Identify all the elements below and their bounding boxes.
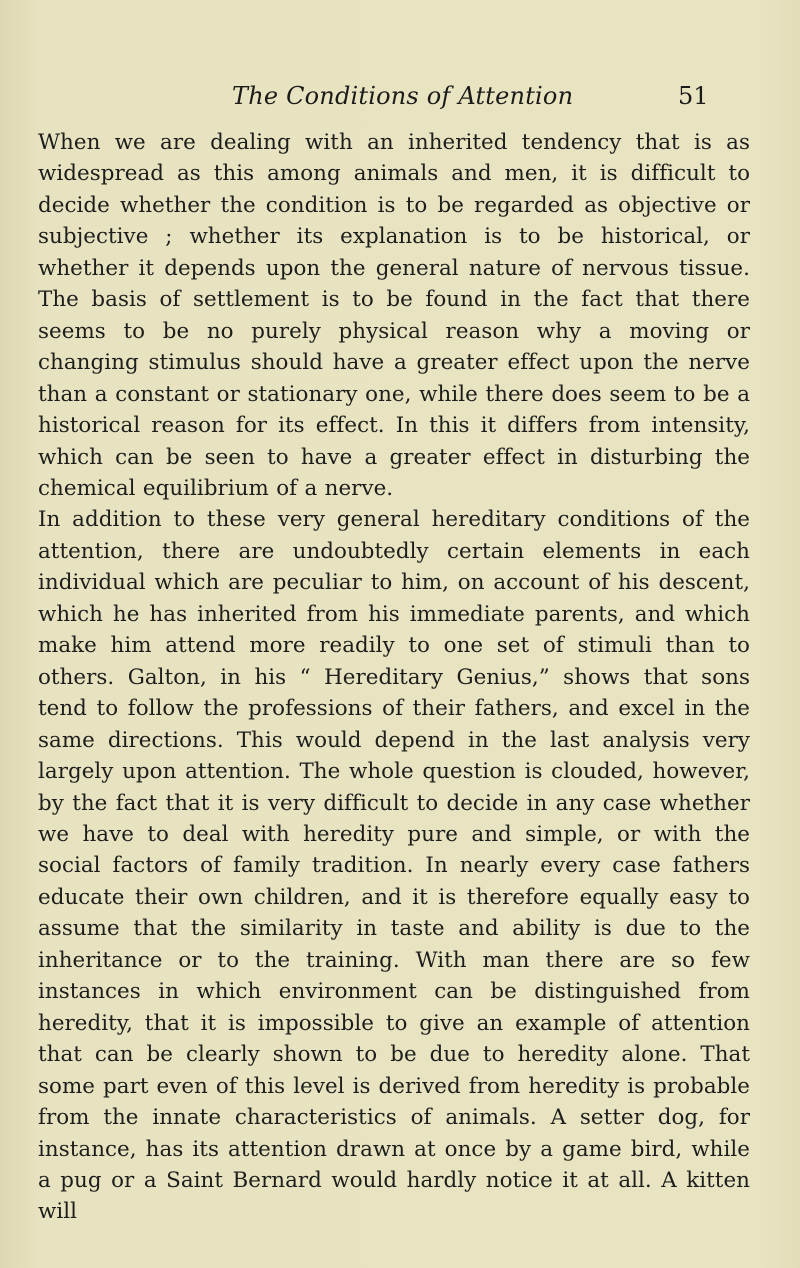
paragraph-2: In addition to these very general hereditary conditions of the attention, there are undoubtedly certain elements in each individual which are peculiar to him, on account of his descent, which he has inherited from his immediate parents, and which make him attend more readily to one set of stimuli than to others. Galton, in his “ Hereditary Genius,” shows that sons tend to follow the professions of their fathers, and excel in the same directions. This would depend in the last analysis very largely upon attention. The whole question is clouded, however, by the fact that it is very difficult to decide in any case whether we have to deal with heredity pure and simple, or with the social factors of family tradition. In nearly every case fathers educate their own children, and it is therefore equally easy to assume that the similarity in taste and ability is due to the inheritance or to the training. With man there are so few instances in which environment can be distinguished from heredity, that it is impossible to give an example of attention that can be clearly shown to be due to heredity alone. That some part even of this level is derived from heredity is probable from the innate characteristics of animals. A setter dog, for instance, has its attention drawn at once by a game bird, while a pug or a Saint Bernard would hardly notice it at all. A kitten will <box>38 507 750 1225</box>
page-number: 51 <box>678 82 709 110</box>
running-title: The Conditions of Attention <box>232 82 574 110</box>
paragraph-1: When we are dealing with an inherited tendency that is as widespread as this among animals and men, it is difficult to decide whether the condition is to be regarded as objective or subjective ; whether its explanation is to be historical, or whether it depends upon the general nature of nervous tissue. The basis of settlement is to be found in the fact that there seems to be no purely physical reason why a moving or changing stimulus should have a greater effect upon the nerve than a constant or stationary one, while there does seem to be a historical reason for its effect. In this it differs from intensity, which can be seen to have a greater effect in disturbing the chemical equilibrium of a nerve. <box>38 130 750 501</box>
body-text <box>38 127 750 1228</box>
page-header <box>0 82 800 116</box>
